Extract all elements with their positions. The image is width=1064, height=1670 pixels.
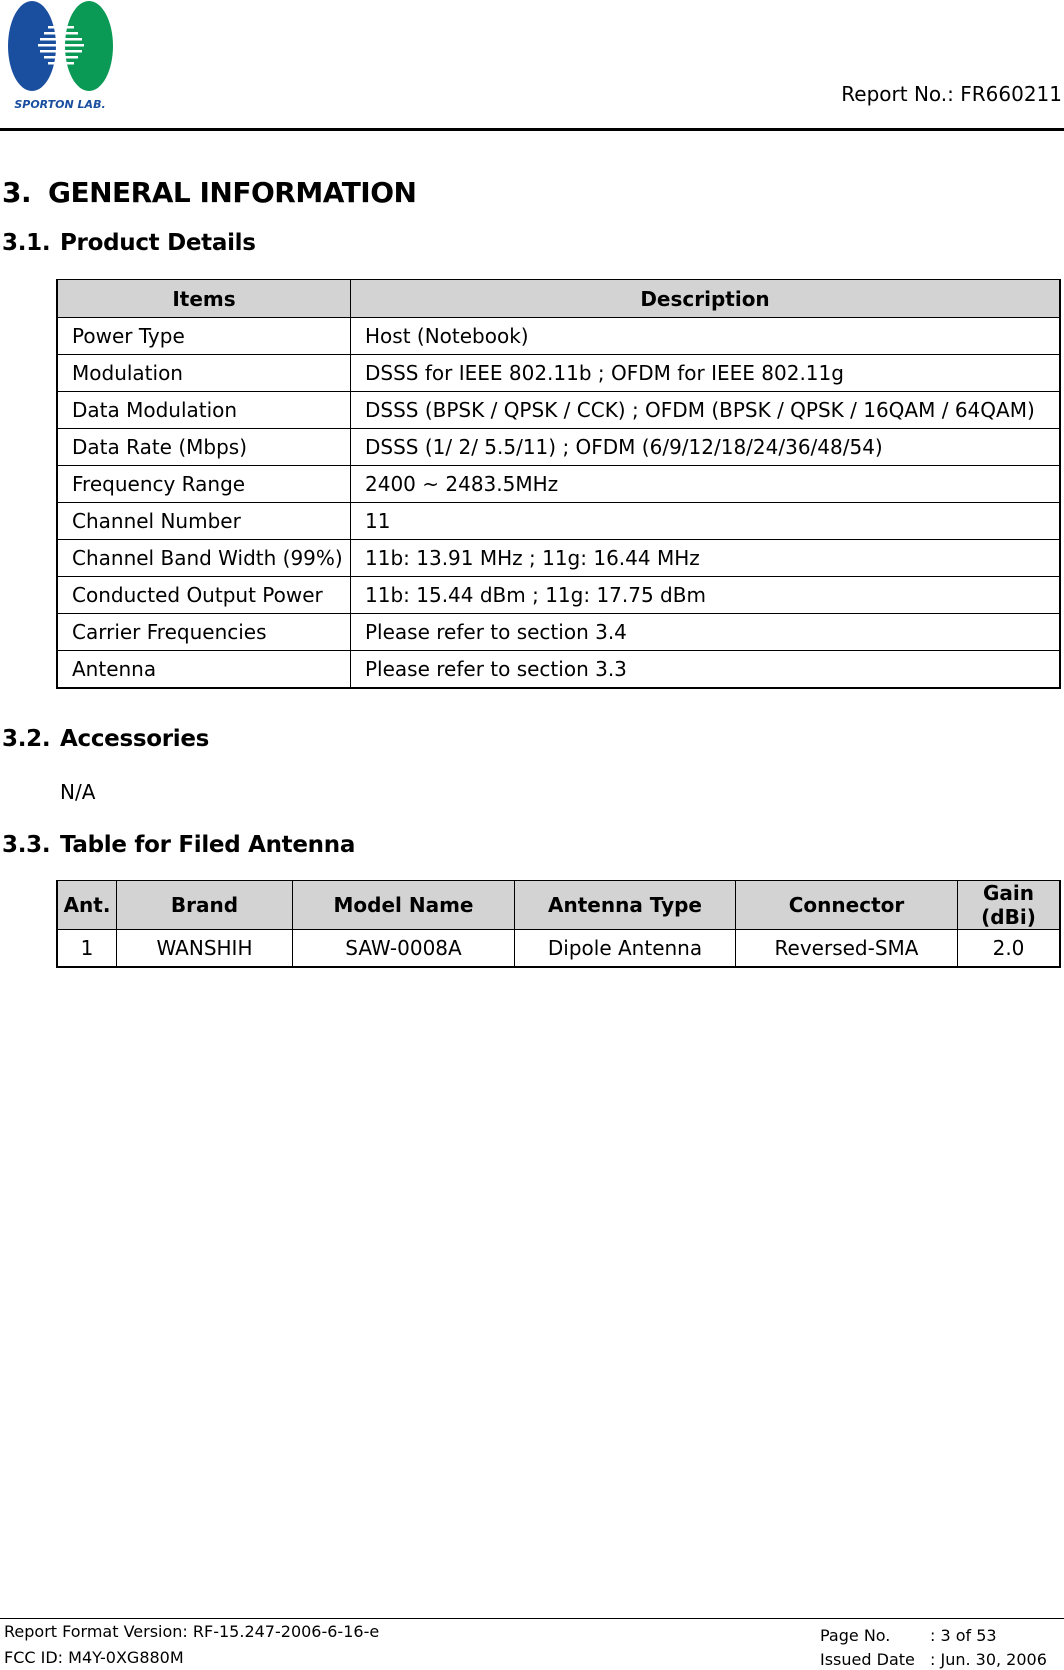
- gain-cell: 2.0: [958, 930, 1061, 968]
- footer-divider: [0, 1618, 1064, 1619]
- description-cell: DSSS for IEEE 802.11b ; OFDM for IEEE 802.11g: [351, 355, 1061, 392]
- description-cell: Host (Notebook): [351, 318, 1061, 355]
- table-row: [57, 614, 1060, 651]
- sporton-lab-logo: [4, 0, 116, 112]
- item-cell: Carrier Frequencies: [57, 614, 351, 651]
- product-details-table: [56, 279, 1061, 689]
- description-cell: 11: [351, 503, 1061, 540]
- section-3-2-heading: [2, 726, 209, 752]
- description-cell: 2400 ~ 2483.5MHz: [351, 466, 1061, 503]
- accessories-value: N/A: [60, 780, 96, 804]
- description-header: Description: [351, 280, 1061, 318]
- report-format-version: Report Format Version: RF-15.247-2006-6-16-e: [4, 1622, 380, 1641]
- description-cell: DSSS (1/ 2/ 5.5/11) ; OFDM (6/9/12/18/24/36/48/54): [351, 429, 1061, 466]
- item-cell: Frequency Range: [57, 466, 351, 503]
- section-3-1-heading: [2, 230, 256, 256]
- table-row: [57, 318, 1060, 355]
- table-row: [57, 355, 1060, 392]
- item-cell: Conducted Output Power: [57, 577, 351, 614]
- fcc-id: FCC ID: M4Y-0XG880M: [4, 1648, 184, 1667]
- section-3-3-heading: [2, 832, 355, 858]
- gain-header: Gain (dBi): [958, 881, 1061, 930]
- table-row: [57, 503, 1060, 540]
- section-3-heading: [2, 176, 416, 209]
- issued-date-value: : Jun. 30, 2006: [930, 1650, 1047, 1669]
- page-number-label: Page No.: [820, 1626, 891, 1645]
- table-row: [57, 577, 1060, 614]
- report-number: Report No.: FR660211: [841, 82, 1062, 106]
- model-name-cell: SAW-0008A: [293, 930, 515, 968]
- logo-text: SPORTON LAB.: [14, 98, 106, 111]
- connector-header: Connector: [736, 881, 958, 930]
- table-row: [57, 540, 1060, 577]
- table-header-row: [57, 881, 1060, 930]
- table-row: [57, 651, 1060, 689]
- description-cell: Please refer to section 3.4: [351, 614, 1061, 651]
- header-divider: [0, 128, 1064, 131]
- item-cell: Data Rate (Mbps): [57, 429, 351, 466]
- section-3-1-title: Product Details: [60, 230, 256, 256]
- item-cell: Data Modulation: [57, 392, 351, 429]
- page-number-value: : 3 of 53: [930, 1626, 997, 1645]
- item-cell: Power Type: [57, 318, 351, 355]
- brand-header: Brand: [117, 881, 293, 930]
- table-row: [57, 930, 1060, 968]
- description-cell: Please refer to section 3.3: [351, 651, 1061, 689]
- table-row: [57, 392, 1060, 429]
- antenna-type-cell: Dipole Antenna: [515, 930, 736, 968]
- description-cell: 11b: 13.91 MHz ; 11g: 16.44 MHz: [351, 540, 1061, 577]
- section-3-3-number: 3.3.: [2, 832, 51, 858]
- table-row: [57, 429, 1060, 466]
- table-header-row: [57, 280, 1060, 318]
- table-row: [57, 466, 1060, 503]
- item-cell: Channel Band Width (99%): [57, 540, 351, 577]
- ant-header: Ant.: [57, 881, 117, 930]
- description-cell: DSSS (BPSK / QPSK / CCK) ; OFDM (BPSK / QPSK / 16QAM / 64QAM): [351, 392, 1061, 429]
- section-3-2-number: 3.2.: [2, 726, 51, 752]
- item-cell: Antenna: [57, 651, 351, 689]
- section-3-title: GENERAL INFORMATION: [48, 176, 417, 209]
- antenna-type-header: Antenna Type: [515, 881, 736, 930]
- items-header: Items: [57, 280, 351, 318]
- issued-date-label: Issued Date: [820, 1650, 915, 1669]
- description-cell: 11b: 15.44 dBm ; 11g: 17.75 dBm: [351, 577, 1061, 614]
- section-3-1-number: 3.1.: [2, 230, 51, 256]
- ant-cell: 1: [57, 930, 117, 968]
- brand-cell: WANSHIH: [117, 930, 293, 968]
- section-3-number: 3.: [2, 176, 32, 209]
- section-3-3-title: Table for Filed Antenna: [60, 832, 356, 858]
- item-cell: Channel Number: [57, 503, 351, 540]
- section-3-2-title: Accessories: [60, 726, 210, 752]
- item-cell: Modulation: [57, 355, 351, 392]
- model-name-header: Model Name: [293, 881, 515, 930]
- connector-cell: Reversed-SMA: [736, 930, 958, 968]
- antenna-table: [56, 880, 1061, 968]
